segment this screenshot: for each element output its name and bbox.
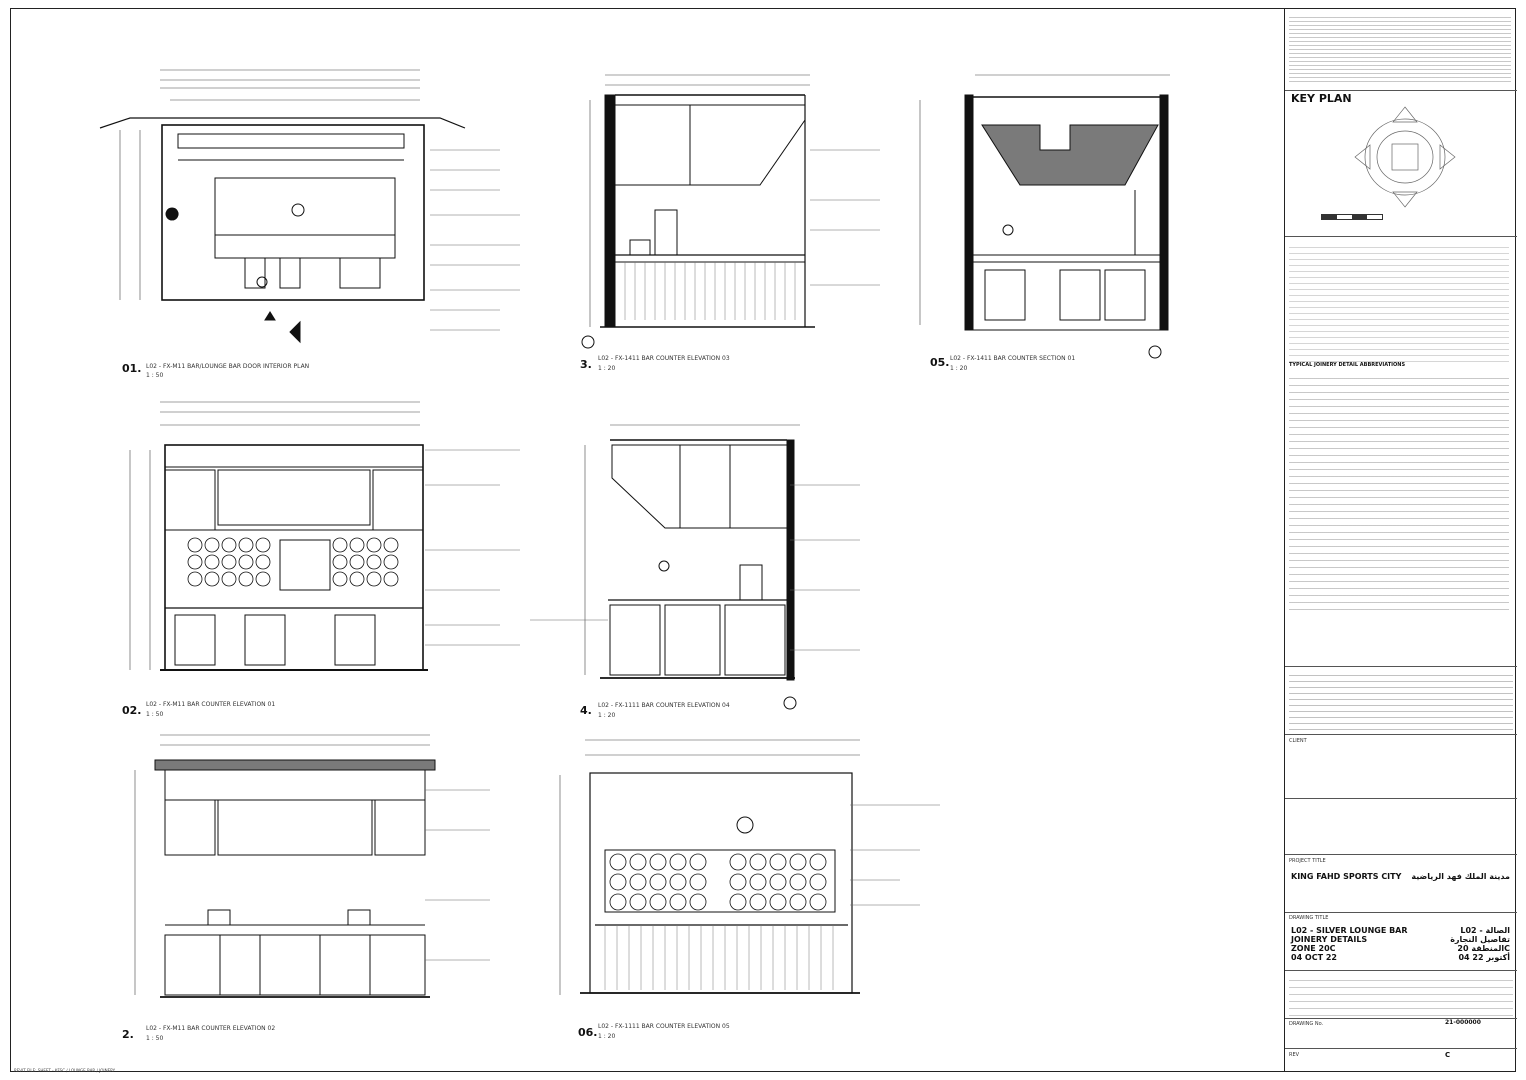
view-05-number: 05.: [930, 356, 950, 369]
footer-note: REVIT FILE: SHEET - KFSC / LOUNGE BAR / JOINERY: [14, 1068, 116, 1073]
view-03-elevation: [582, 75, 880, 348]
drawing-title-line-4: 04 OCT 22: [1291, 953, 1337, 962]
view-02-title: L02 - FX-M11 BAR COUNTER ELEVATION 01: [146, 701, 276, 708]
view-03-title: L02 - FX-1411 BAR COUNTER ELEVATION 03: [598, 355, 730, 362]
view-2-elevation: [135, 735, 490, 997]
view-2-title: L02 - FX-M11 BAR COUNTER ELEVATION 02: [146, 1025, 276, 1032]
drawing-title-line-1: L02 - SILVER LOUNGE BAR: [1291, 926, 1408, 935]
view-02-scale: 1 : 50: [146, 711, 164, 718]
abbreviations-list: [1289, 372, 1509, 612]
drawing-title-line-2: JOINERY DETAILS: [1291, 935, 1368, 944]
view-04-scale: 1 : 20: [598, 712, 616, 719]
view-05-section: [920, 75, 1170, 358]
sheet-code: 21-000000: [1445, 1019, 1481, 1026]
key-plan-label: KEY PLAN: [1291, 92, 1352, 105]
typical-joinery-label: TYPICAL JOINERY DETAIL ABBREVIATIONS: [1289, 362, 1406, 368]
view-2-scale: 1 : 50: [146, 1035, 164, 1042]
contractor-info: [1289, 974, 1513, 1016]
drawing-number-label: DRAWING No.: [1289, 1021, 1324, 1027]
view-03-scale: 1 : 20: [598, 365, 616, 372]
title-block: [1284, 8, 1516, 1072]
drawing-title-ar-line-4: 04 أكتوبر 22: [1458, 953, 1510, 962]
view-06-elevation: [560, 740, 940, 995]
view-01-title: L02 - FX-M11 BAR/LOUNGE BAR DOOR INTERIOR PLAN: [146, 363, 310, 370]
view-04-title: L02 - FX-1111 BAR COUNTER ELEVATION 04: [598, 702, 730, 709]
view-2-number: 2.: [122, 1028, 134, 1041]
legend-text-block: [1289, 242, 1509, 362]
drawing-title-arabic: [1450, 926, 1510, 962]
view-06-scale: 1 : 20: [598, 1033, 616, 1040]
drawing-title-ar-line-3: المنطقة 20C: [1457, 944, 1510, 953]
drawing-title-ar-line-2: تفاصيل النجارة: [1450, 935, 1510, 944]
drawing-title-ar-line-1: L02 - الصالة: [1460, 926, 1510, 935]
notes-text-block: [1289, 14, 1511, 84]
view-05-scale: 1 : 20: [950, 365, 968, 372]
view-02-number: 02.: [122, 704, 142, 717]
project-name-arabic: مدينة الملك فهد الرياضية: [1411, 872, 1510, 881]
key-plan-drawing: [1345, 102, 1465, 212]
revision-table: [1289, 670, 1513, 730]
project-title-label: PROJECT TITLE: [1289, 858, 1326, 864]
view-06-number: 06.: [578, 1026, 598, 1039]
view-03-number: 3.: [580, 358, 592, 371]
client-label: CLIENT: [1289, 738, 1307, 744]
revision-label: REV: [1289, 1052, 1300, 1058]
drawing-title-line-3: ZONE 20C: [1291, 944, 1336, 953]
view-01-scale: 1 : 50: [146, 372, 164, 379]
view-02-elevation: [130, 402, 520, 670]
view-04-elevation: [530, 425, 860, 709]
view-06-title: L02 - FX-1111 BAR COUNTER ELEVATION 05: [598, 1023, 730, 1030]
view-04-number: 4.: [580, 704, 592, 717]
revision-value: C: [1445, 1051, 1451, 1059]
scale-bar: [1321, 214, 1383, 220]
drawing-title-label: DRAWING TITLE: [1289, 915, 1329, 921]
view-05-title: L02 - FX-1411 BAR COUNTER SECTION 01: [950, 355, 1076, 362]
drawing-title: [1291, 926, 1408, 962]
view-01-plan: [100, 70, 520, 342]
project-name: KING FAHD SPORTS CITY: [1291, 872, 1402, 881]
view-01-number: 01.: [122, 362, 142, 375]
